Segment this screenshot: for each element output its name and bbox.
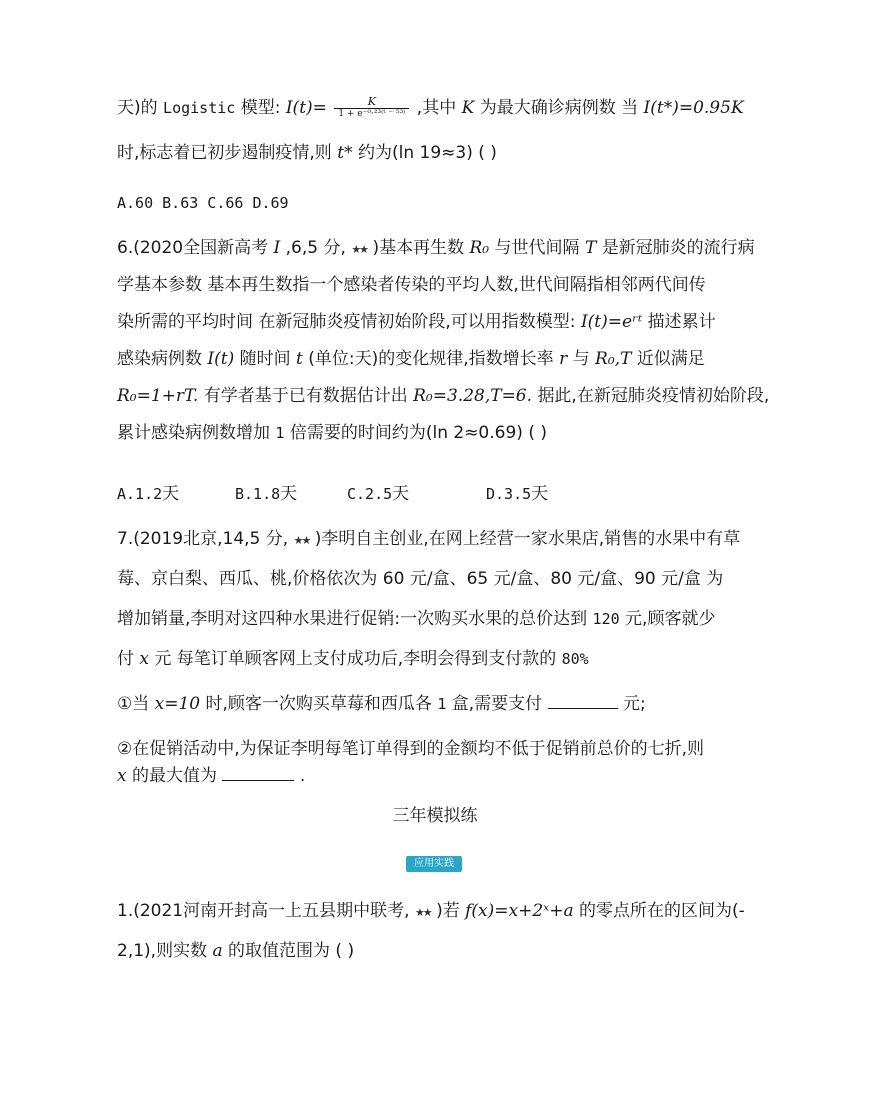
q5-text: 时,标志着已初步遏制疫情,则 bbox=[117, 143, 332, 163]
q5-formula-lhs: I(t)= bbox=[285, 98, 327, 118]
q6-estimates: R₀=3.28,T=6. bbox=[413, 386, 533, 406]
q6-model-formula: I(t)=eʳᵗ bbox=[580, 312, 643, 332]
q6-var-R0T: R₀,T bbox=[595, 349, 632, 369]
q5-var-t-star: t* bbox=[337, 143, 353, 163]
q6-var-R0: R₀ bbox=[469, 238, 490, 258]
answer-blank-2[interactable] bbox=[222, 764, 294, 781]
q7-text: ①当 bbox=[117, 694, 150, 714]
q1-text: 2,1),则实数 bbox=[117, 941, 208, 961]
q6-option-c: C.2.5天 bbox=[347, 484, 410, 504]
q6-option-d: D.3.5天 bbox=[486, 484, 549, 504]
q6-number: 1 bbox=[275, 424, 285, 442]
q1-text: )若 bbox=[436, 901, 460, 921]
q7-line-4 bbox=[117, 647, 589, 671]
q5-text: 模型: bbox=[240, 98, 281, 118]
q5-fraction-numerator: K bbox=[367, 95, 376, 108]
q5-options: A.60 B.63 C.66 D.69 bbox=[117, 194, 289, 212]
q6-line-3 bbox=[117, 310, 716, 334]
q1-line-1 bbox=[117, 899, 745, 925]
section-title: 三年模拟练 bbox=[392, 806, 478, 826]
q7-number: 1 bbox=[437, 695, 447, 713]
q6-text: 染所需的平均时间 在新冠肺炎疫情初始阶段,可以用指数模型: bbox=[117, 312, 576, 332]
q5-text: ,其中 bbox=[416, 98, 457, 118]
q1-text: 的取值范围为 ( ) bbox=[228, 941, 355, 961]
q6-text: (单位:天)的变化规律,指数增长率 bbox=[308, 349, 554, 369]
q6-text: 与世代间隔 bbox=[494, 238, 580, 258]
q7-text: 7.(2019北京,14,5 分, bbox=[117, 529, 289, 549]
q6-text: 感染病例数 bbox=[117, 349, 202, 369]
q7-condition: x=10 bbox=[154, 694, 201, 714]
q5-line-1 bbox=[117, 96, 744, 120]
q5-line-2 bbox=[117, 141, 497, 165]
q7-var-x: x bbox=[117, 766, 127, 786]
q6-text: 6.(2020全国新高考 bbox=[117, 238, 269, 258]
q1-text: 1.(2021河南开封高一上五县期中联考, bbox=[117, 901, 410, 921]
q6-text: 据此,在新冠肺炎疫情初始阶段, bbox=[537, 386, 770, 406]
q6-line-2: 学基本参数 基本再生数指一个感染者传染的平均人数,世代间隔指相邻两代间传 bbox=[117, 275, 706, 295]
q6-text: )基本再生数 bbox=[372, 238, 465, 258]
q6-text: 近似满足 bbox=[636, 349, 705, 369]
q7-text: )李明自主创业,在网上经营一家水果店,销售的水果中有草 bbox=[314, 529, 741, 549]
q7-var-x: x bbox=[139, 649, 149, 669]
q6-var-t: t bbox=[296, 349, 303, 369]
q6-var-T: T bbox=[584, 238, 597, 258]
q6-text: 累计感染病例数增加 bbox=[117, 423, 270, 443]
q1-var-a: a bbox=[212, 941, 223, 961]
q6-roman: Ⅰ bbox=[273, 238, 281, 258]
q5-text: 为最大确诊病例数 当 bbox=[479, 98, 639, 118]
q6-var-r: r bbox=[559, 349, 568, 369]
q5-logistic: Logistic bbox=[163, 99, 236, 117]
q7-percent: 80% bbox=[561, 650, 589, 668]
q1-line-2 bbox=[117, 939, 354, 963]
difficulty-star-icon: ★★ bbox=[414, 906, 431, 919]
q7-line-2: 莓、京白梨、西瓜、桃,价格依次为 60 元/盒、65 元/盒、80 元/盒、90 元/盒 为 bbox=[117, 569, 724, 589]
q7-line-1 bbox=[117, 527, 740, 553]
q6-line-6 bbox=[117, 421, 547, 445]
q1-text: 的零点所在的区间为(- bbox=[578, 901, 745, 921]
q6-option-a: A.1.2天 bbox=[117, 484, 180, 504]
q6-relation: R₀=1+rT. bbox=[117, 386, 199, 406]
q7-subquestion-2-line-1: ②在促销活动中,为保证李明每笔订单得到的金额均不低于促销前总价的七折,则 bbox=[117, 739, 705, 759]
q6-line-4 bbox=[117, 347, 705, 371]
q6-line-5 bbox=[117, 384, 769, 408]
q7-text: . bbox=[299, 766, 306, 786]
q7-text: 元; bbox=[623, 694, 646, 714]
q7-text: 元,顾客就少 bbox=[625, 609, 716, 629]
difficulty-star-icon: ★★ bbox=[293, 534, 310, 547]
q5-var-K: K bbox=[461, 98, 475, 118]
q7-text: 盒,需要支付 bbox=[451, 694, 543, 714]
q7-text: 元 每笔订单顾客网上支付成功后,李明会得到支付款的 bbox=[154, 649, 557, 669]
q5-fraction bbox=[334, 96, 409, 120]
answer-blank-1[interactable] bbox=[548, 692, 618, 709]
q7-subquestion-2-line-2 bbox=[117, 764, 305, 788]
q6-text: 随时间 bbox=[239, 349, 291, 369]
q7-line-3 bbox=[117, 607, 715, 631]
q5-fraction-denominator: 1 + e⁻⁰·²³⁽ᵗ ⁻ ⁵³⁾ bbox=[334, 108, 409, 120]
q5-text: 约为(ln 19≈3) ( ) bbox=[357, 143, 497, 163]
q6-option-b: B.1.8天 bbox=[235, 484, 298, 504]
q7-number: 120 bbox=[592, 610, 620, 628]
q6-text: 是新冠肺炎的流行病 bbox=[601, 238, 755, 258]
q6-var-It: I(t) bbox=[207, 349, 235, 369]
q6-text: 描述累计 bbox=[647, 312, 716, 332]
difficulty-star-icon: ★★ bbox=[351, 243, 368, 256]
q1-function: f(x)=x+2ˣ+a bbox=[465, 901, 574, 921]
q6-text: 有学者基于已有数据估计出 bbox=[203, 386, 408, 406]
q7-text: 的最大值为 bbox=[132, 766, 217, 786]
q5-text: 天)的 bbox=[117, 98, 158, 118]
q5-condition: I(t*)=0.95K bbox=[643, 98, 744, 118]
q7-text: 付 bbox=[117, 649, 134, 669]
q6-line-1 bbox=[117, 236, 755, 262]
q6-text: 与 bbox=[572, 349, 590, 369]
q6-text: ,6,5 分, bbox=[285, 238, 346, 258]
q7-subquestion-1 bbox=[117, 692, 646, 716]
q7-text: 时,顾客一次购买草莓和西瓜各 bbox=[205, 694, 432, 714]
section-badge: 应用实践 bbox=[406, 856, 462, 872]
q6-text: 倍需要的时间约为(ln 2≈0.69) ( ) bbox=[289, 423, 547, 443]
q7-text: 增加销量,李明对这四种水果进行促销:一次购买水果的总价达到 bbox=[117, 609, 588, 629]
